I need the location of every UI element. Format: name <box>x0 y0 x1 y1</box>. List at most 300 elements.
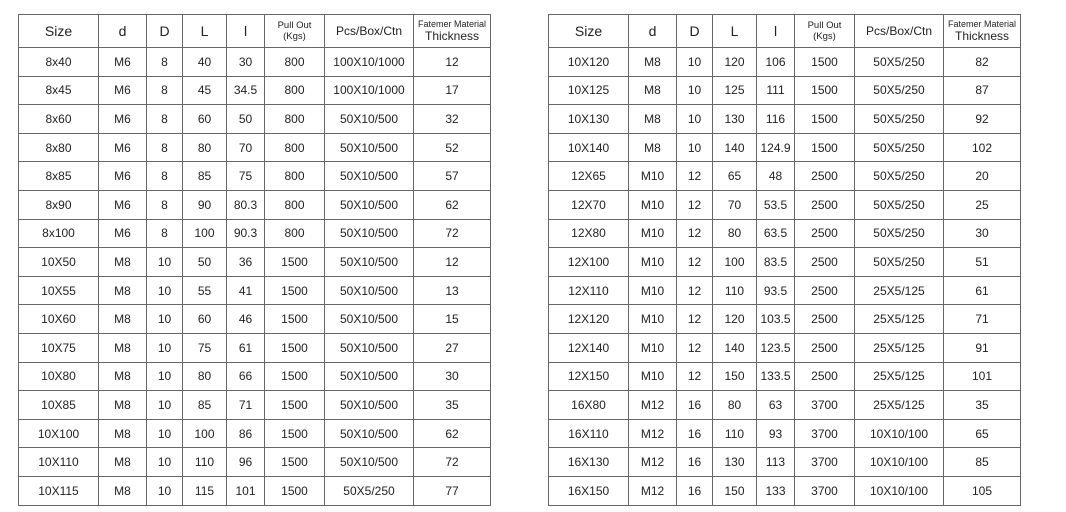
table-row <box>549 76 1021 105</box>
cell-size: 10X60 <box>19 305 99 334</box>
cell-pull-out: 800 <box>265 219 325 248</box>
header-D: D <box>147 15 183 48</box>
cell-D: 8 <box>147 133 183 162</box>
cell-pcs-box-ctn: 50X10/500 <box>325 162 414 191</box>
cell-material-thickness: 101 <box>944 362 1021 391</box>
cell-material-thickness: 35 <box>944 391 1021 420</box>
cell-D: 10 <box>147 362 183 391</box>
header-d: d <box>99 15 147 48</box>
cell-L: 85 <box>183 391 227 420</box>
table-row <box>549 162 1021 191</box>
cell-l: 53.5 <box>757 190 795 219</box>
cell-d: M8 <box>99 476 147 505</box>
cell-size: 16X80 <box>549 391 629 420</box>
cell-D: 12 <box>677 190 713 219</box>
cell-l: 106 <box>757 48 795 77</box>
cell-material-thickness: 12 <box>414 48 491 77</box>
cell-l: 63.5 <box>757 219 795 248</box>
cell-L: 80 <box>713 391 757 420</box>
cell-material-thickness: 91 <box>944 333 1021 362</box>
cell-size: 10X50 <box>19 248 99 277</box>
cell-material-thickness: 72 <box>414 448 491 477</box>
cell-pcs-box-ctn: 50X5/250 <box>855 248 944 277</box>
table-row <box>19 333 491 362</box>
cell-D: 10 <box>147 276 183 305</box>
cell-pcs-box-ctn: 50X10/500 <box>325 133 414 162</box>
cell-size: 8x90 <box>19 190 99 219</box>
table-row <box>549 419 1021 448</box>
cell-d: M6 <box>99 133 147 162</box>
cell-material-thickness: 20 <box>944 162 1021 191</box>
header-material-label: Fatemer Material <box>417 19 487 29</box>
table-row <box>19 305 491 334</box>
cell-L: 120 <box>713 48 757 77</box>
cell-size: 10X80 <box>19 362 99 391</box>
cell-pull-out: 1500 <box>795 76 855 105</box>
table-row <box>19 48 491 77</box>
cell-size: 12X80 <box>549 219 629 248</box>
cell-l: 61 <box>227 333 265 362</box>
cell-L: 110 <box>183 448 227 477</box>
cell-pull-out: 800 <box>265 133 325 162</box>
cell-d: M10 <box>629 190 677 219</box>
cell-pull-out: 1500 <box>265 419 325 448</box>
cell-material-thickness: 30 <box>944 219 1021 248</box>
cell-material-thickness: 25 <box>944 190 1021 219</box>
cell-l: 86 <box>227 419 265 448</box>
cell-D: 8 <box>147 162 183 191</box>
table-body-left <box>19 48 491 506</box>
cell-pull-out: 1500 <box>265 305 325 334</box>
table-row <box>19 419 491 448</box>
cell-D: 10 <box>147 305 183 334</box>
cell-material-thickness: 85 <box>944 448 1021 477</box>
cell-d: M10 <box>629 305 677 334</box>
table-row <box>19 248 491 277</box>
cell-D: 12 <box>677 248 713 277</box>
cell-pcs-box-ctn: 50X10/500 <box>325 248 414 277</box>
cell-d: M10 <box>629 162 677 191</box>
cell-d: M10 <box>629 333 677 362</box>
cell-L: 100 <box>713 248 757 277</box>
cell-pull-out: 1500 <box>795 133 855 162</box>
cell-material-thickness: 15 <box>414 305 491 334</box>
table-row <box>549 448 1021 477</box>
table-row <box>549 391 1021 420</box>
cell-d: M12 <box>629 448 677 477</box>
cell-d: M8 <box>629 76 677 105</box>
cell-D: 8 <box>147 48 183 77</box>
cell-pull-out: 2500 <box>795 333 855 362</box>
cell-pcs-box-ctn: 50X10/500 <box>325 333 414 362</box>
cell-pcs-box-ctn: 50X10/500 <box>325 419 414 448</box>
cell-L: 75 <box>183 333 227 362</box>
header-pull-out <box>265 15 325 48</box>
cell-pcs-box-ctn: 50X10/500 <box>325 105 414 134</box>
cell-d: M8 <box>99 248 147 277</box>
cell-size: 10X85 <box>19 391 99 420</box>
cell-pull-out: 800 <box>265 76 325 105</box>
cell-pull-out: 800 <box>265 190 325 219</box>
cell-pull-out: 2500 <box>795 276 855 305</box>
cell-pcs-box-ctn: 50X10/500 <box>325 219 414 248</box>
table-row <box>19 219 491 248</box>
header-pull-out-label: Pull Out <box>277 20 312 31</box>
cell-D: 10 <box>147 476 183 505</box>
cell-l: 30 <box>227 48 265 77</box>
cell-l: 101 <box>227 476 265 505</box>
cell-L: 100 <box>183 419 227 448</box>
table-row <box>19 276 491 305</box>
header-size: Size <box>19 15 99 48</box>
cell-size: 12X110 <box>549 276 629 305</box>
cell-material-thickness: 17 <box>414 76 491 105</box>
cell-size: 12X140 <box>549 333 629 362</box>
cell-d: M8 <box>99 305 147 334</box>
cell-D: 12 <box>677 219 713 248</box>
cell-pcs-box-ctn: 50X10/500 <box>325 305 414 334</box>
cell-pcs-box-ctn: 10X10/100 <box>855 476 944 505</box>
cell-L: 110 <box>713 419 757 448</box>
cell-pull-out: 800 <box>265 162 325 191</box>
cell-size: 12X65 <box>549 162 629 191</box>
cell-material-thickness: 92 <box>944 105 1021 134</box>
cell-material-thickness: 30 <box>414 362 491 391</box>
cell-pcs-box-ctn: 50X5/250 <box>855 76 944 105</box>
cell-D: 10 <box>147 391 183 420</box>
header-D: D <box>677 15 713 48</box>
cell-material-thickness: 65 <box>944 419 1021 448</box>
cell-D: 10 <box>677 105 713 134</box>
cell-size: 8x100 <box>19 219 99 248</box>
cell-l: 113 <box>757 448 795 477</box>
cell-l: 50 <box>227 105 265 134</box>
cell-l: 63 <box>757 391 795 420</box>
cell-pull-out: 2500 <box>795 248 855 277</box>
cell-L: 40 <box>183 48 227 77</box>
cell-l: 93.5 <box>757 276 795 305</box>
cell-L: 60 <box>183 305 227 334</box>
cell-pcs-box-ctn: 10X10/100 <box>855 448 944 477</box>
table-row <box>549 276 1021 305</box>
cell-pcs-box-ctn: 50X10/500 <box>325 391 414 420</box>
cell-d: M10 <box>629 362 677 391</box>
cell-l: 93 <box>757 419 795 448</box>
cell-pull-out: 2500 <box>795 362 855 391</box>
spec-table-left <box>18 14 491 506</box>
header-pcs: Pcs/Box/Ctn <box>855 15 944 48</box>
cell-material-thickness: 12 <box>414 248 491 277</box>
cell-d: M8 <box>99 419 147 448</box>
cell-d: M6 <box>99 219 147 248</box>
cell-l: 103.5 <box>757 305 795 334</box>
cell-d: M8 <box>629 105 677 134</box>
table-row <box>19 391 491 420</box>
cell-pull-out: 1500 <box>795 48 855 77</box>
cell-D: 16 <box>677 391 713 420</box>
cell-pull-out: 1500 <box>265 276 325 305</box>
cell-material-thickness: 105 <box>944 476 1021 505</box>
cell-pcs-box-ctn: 100X10/1000 <box>325 76 414 105</box>
cell-pull-out: 2500 <box>795 219 855 248</box>
cell-pcs-box-ctn: 50X5/250 <box>855 105 944 134</box>
cell-material-thickness: 77 <box>414 476 491 505</box>
cell-material-thickness: 27 <box>414 333 491 362</box>
cell-size: 10X125 <box>549 76 629 105</box>
cell-pcs-box-ctn: 25X5/125 <box>855 362 944 391</box>
cell-l: 83.5 <box>757 248 795 277</box>
cell-pull-out: 1500 <box>265 448 325 477</box>
table-row <box>549 133 1021 162</box>
cell-material-thickness: 87 <box>944 76 1021 105</box>
cell-D: 12 <box>677 333 713 362</box>
cell-l: 96 <box>227 448 265 477</box>
table-row <box>549 248 1021 277</box>
cell-material-thickness: 62 <box>414 190 491 219</box>
cell-pcs-box-ctn: 25X5/125 <box>855 391 944 420</box>
cell-pull-out: 3700 <box>795 448 855 477</box>
header-pull-out-unit: (Kgs) <box>283 31 306 42</box>
cell-L: 80 <box>183 362 227 391</box>
cell-size: 12X70 <box>549 190 629 219</box>
cell-L: 85 <box>183 162 227 191</box>
cell-l: 48 <box>757 162 795 191</box>
cell-pcs-box-ctn: 50X5/250 <box>855 133 944 162</box>
cell-size: 12X100 <box>549 248 629 277</box>
cell-pcs-box-ctn: 25X5/125 <box>855 333 944 362</box>
cell-L: 100 <box>183 219 227 248</box>
cell-L: 120 <box>713 305 757 334</box>
cell-size: 12X150 <box>549 362 629 391</box>
cell-d: M6 <box>99 162 147 191</box>
cell-d: M8 <box>99 333 147 362</box>
cell-D: 8 <box>147 190 183 219</box>
table-row <box>549 48 1021 77</box>
header-l: l <box>227 15 265 48</box>
table-row <box>549 333 1021 362</box>
cell-d: M12 <box>629 391 677 420</box>
cell-material-thickness: 57 <box>414 162 491 191</box>
cell-material-thickness: 72 <box>414 219 491 248</box>
table-row <box>19 76 491 105</box>
cell-d: M8 <box>99 391 147 420</box>
spec-table-right <box>548 14 1021 506</box>
cell-size: 10X130 <box>549 105 629 134</box>
cell-pull-out: 1500 <box>795 105 855 134</box>
header-l: l <box>757 15 795 48</box>
table-row <box>549 105 1021 134</box>
table-row <box>549 476 1021 505</box>
cell-pull-out: 2500 <box>795 162 855 191</box>
cell-pull-out: 1500 <box>265 362 325 391</box>
cell-d: M6 <box>99 190 147 219</box>
cell-D: 8 <box>147 219 183 248</box>
cell-D: 10 <box>147 248 183 277</box>
cell-L: 110 <box>713 276 757 305</box>
cell-d: M6 <box>99 105 147 134</box>
header-L: L <box>183 15 227 48</box>
cell-size: 8x60 <box>19 105 99 134</box>
cell-pcs-box-ctn: 50X10/500 <box>325 448 414 477</box>
cell-L: 115 <box>183 476 227 505</box>
cell-L: 60 <box>183 105 227 134</box>
cell-size: 8x45 <box>19 76 99 105</box>
cell-D: 10 <box>677 48 713 77</box>
cell-L: 140 <box>713 133 757 162</box>
cell-size: 10X100 <box>19 419 99 448</box>
cell-D: 16 <box>677 476 713 505</box>
cell-size: 10X110 <box>19 448 99 477</box>
table-row <box>19 476 491 505</box>
cell-D: 12 <box>677 305 713 334</box>
cell-D: 16 <box>677 419 713 448</box>
cell-size: 10X120 <box>549 48 629 77</box>
cell-L: 55 <box>183 276 227 305</box>
cell-d: M12 <box>629 476 677 505</box>
cell-pull-out: 3700 <box>795 419 855 448</box>
cell-l: 75 <box>227 162 265 191</box>
cell-pcs-box-ctn: 25X5/125 <box>855 276 944 305</box>
cell-L: 150 <box>713 476 757 505</box>
cell-L: 45 <box>183 76 227 105</box>
cell-pull-out: 1500 <box>265 248 325 277</box>
cell-L: 130 <box>713 448 757 477</box>
cell-l: 36 <box>227 248 265 277</box>
cell-size: 8x80 <box>19 133 99 162</box>
cell-l: 46 <box>227 305 265 334</box>
cell-pull-out: 800 <box>265 48 325 77</box>
cell-material-thickness: 13 <box>414 276 491 305</box>
cell-size: 10X140 <box>549 133 629 162</box>
cell-pcs-box-ctn: 50X5/250 <box>325 476 414 505</box>
table-row <box>19 105 491 134</box>
cell-l: 123.5 <box>757 333 795 362</box>
cell-D: 8 <box>147 105 183 134</box>
table-row <box>549 219 1021 248</box>
cell-l: 70 <box>227 133 265 162</box>
cell-d: M6 <box>99 48 147 77</box>
table-row <box>19 448 491 477</box>
cell-l: 71 <box>227 391 265 420</box>
cell-L: 150 <box>713 362 757 391</box>
header-pcs: Pcs/Box/Ctn <box>325 15 414 48</box>
cell-l: 41 <box>227 276 265 305</box>
cell-pull-out: 3700 <box>795 476 855 505</box>
header-d: d <box>629 15 677 48</box>
cell-pull-out: 2500 <box>795 305 855 334</box>
cell-pcs-box-ctn: 50X10/500 <box>325 276 414 305</box>
header-L: L <box>713 15 757 48</box>
cell-L: 80 <box>183 133 227 162</box>
cell-D: 12 <box>677 276 713 305</box>
cell-D: 10 <box>677 76 713 105</box>
cell-d: M10 <box>629 219 677 248</box>
table-row <box>549 190 1021 219</box>
cell-pcs-box-ctn: 50X5/250 <box>855 162 944 191</box>
cell-L: 125 <box>713 76 757 105</box>
cell-pcs-box-ctn: 50X10/500 <box>325 362 414 391</box>
cell-pull-out: 800 <box>265 105 325 134</box>
cell-l: 124.9 <box>757 133 795 162</box>
cell-d: M8 <box>99 276 147 305</box>
header-material <box>944 15 1021 48</box>
cell-d: M10 <box>629 248 677 277</box>
cell-material-thickness: 35 <box>414 391 491 420</box>
cell-L: 140 <box>713 333 757 362</box>
cell-size: 16X150 <box>549 476 629 505</box>
cell-l: 34.5 <box>227 76 265 105</box>
cell-material-thickness: 61 <box>944 276 1021 305</box>
cell-size: 16X130 <box>549 448 629 477</box>
cell-material-thickness: 52 <box>414 133 491 162</box>
cell-pcs-box-ctn: 10X10/100 <box>855 419 944 448</box>
table-row <box>19 190 491 219</box>
table-row <box>19 133 491 162</box>
cell-D: 10 <box>147 419 183 448</box>
cell-pcs-box-ctn: 50X5/250 <box>855 48 944 77</box>
cell-D: 10 <box>147 333 183 362</box>
cell-pull-out: 3700 <box>795 391 855 420</box>
cell-pull-out: 2500 <box>795 190 855 219</box>
cell-L: 50 <box>183 248 227 277</box>
cell-pcs-box-ctn: 50X5/250 <box>855 190 944 219</box>
cell-pull-out: 1500 <box>265 476 325 505</box>
cell-material-thickness: 32 <box>414 105 491 134</box>
table-body-right <box>549 48 1021 506</box>
cell-l: 116 <box>757 105 795 134</box>
cell-D: 10 <box>147 448 183 477</box>
cell-pull-out: 1500 <box>265 391 325 420</box>
cell-D: 8 <box>147 76 183 105</box>
header-row <box>19 15 491 48</box>
header-material <box>414 15 491 48</box>
cell-d: M8 <box>629 133 677 162</box>
table-row <box>549 362 1021 391</box>
cell-size: 8x85 <box>19 162 99 191</box>
cell-d: M10 <box>629 276 677 305</box>
cell-l: 90.3 <box>227 219 265 248</box>
cell-d: M12 <box>629 419 677 448</box>
cell-l: 133.5 <box>757 362 795 391</box>
cell-d: M8 <box>629 48 677 77</box>
cell-d: M8 <box>99 448 147 477</box>
header-thickness-label: Thickness <box>424 29 480 43</box>
cell-D: 16 <box>677 448 713 477</box>
cell-size: 12X120 <box>549 305 629 334</box>
cell-l: 133 <box>757 476 795 505</box>
table-row <box>549 305 1021 334</box>
cell-size: 16X110 <box>549 419 629 448</box>
cell-D: 10 <box>677 133 713 162</box>
cell-material-thickness: 71 <box>944 305 1021 334</box>
cell-material-thickness: 102 <box>944 133 1021 162</box>
cell-size: 10X75 <box>19 333 99 362</box>
cell-l: 66 <box>227 362 265 391</box>
cell-L: 80 <box>713 219 757 248</box>
cell-L: 65 <box>713 162 757 191</box>
table-row <box>19 362 491 391</box>
header-pull-out-label: Pull Out <box>807 20 842 31</box>
cell-d: M6 <box>99 76 147 105</box>
cell-size: 10X55 <box>19 276 99 305</box>
cell-L: 90 <box>183 190 227 219</box>
cell-pcs-box-ctn: 100X10/1000 <box>325 48 414 77</box>
cell-material-thickness: 51 <box>944 248 1021 277</box>
cell-l: 111 <box>757 76 795 105</box>
table-row <box>19 162 491 191</box>
cell-pcs-box-ctn: 50X5/250 <box>855 219 944 248</box>
cell-pcs-box-ctn: 50X10/500 <box>325 190 414 219</box>
